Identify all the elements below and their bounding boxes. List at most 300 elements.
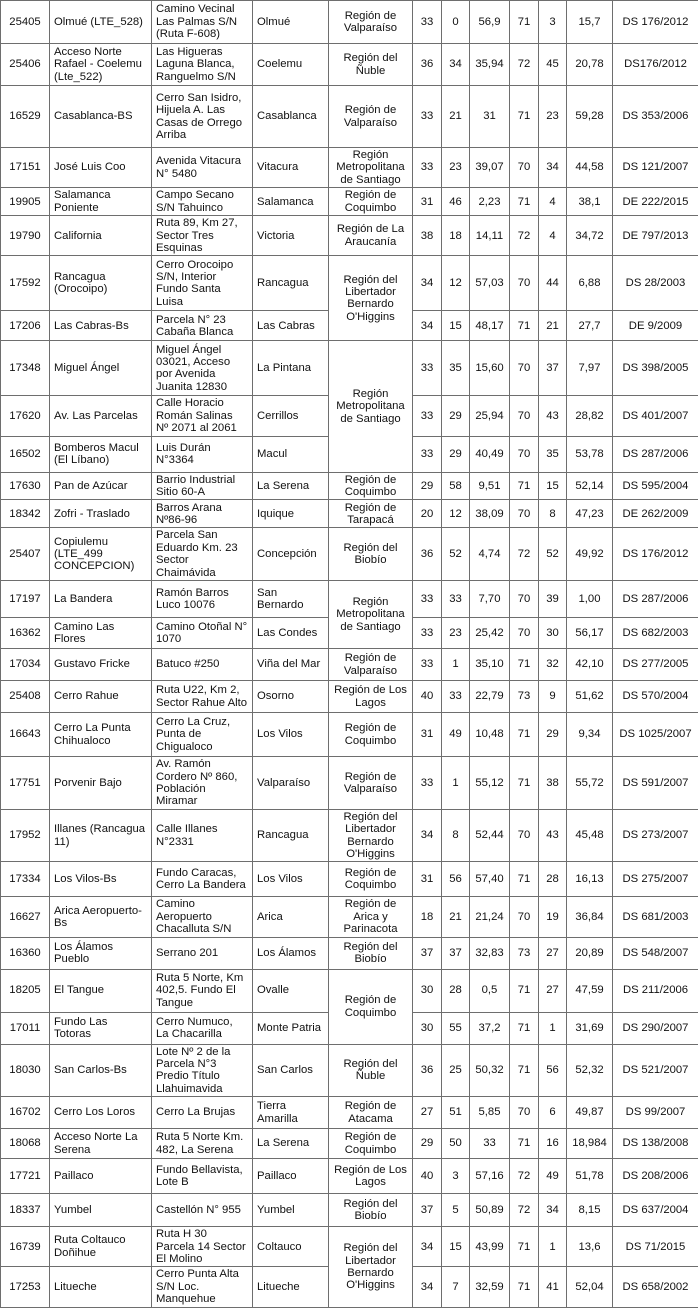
lon-minutes: 37: [539, 341, 567, 396]
lat-degrees: 33: [413, 396, 442, 436]
station-address: Castellón N° 955: [152, 1194, 253, 1227]
station-name: San Carlos-Bs: [50, 1044, 152, 1097]
lat-seconds: 40,49: [470, 436, 510, 472]
lat-seconds: 52,44: [470, 809, 510, 862]
lon-seconds: 56,17: [567, 618, 613, 649]
lon-minutes: 1: [539, 1227, 567, 1267]
station-region: Región del Libertador Bernardo O'Higgins: [329, 809, 413, 862]
table-row: [1, 649, 698, 681]
station-name: Av. Las Parcelas: [50, 396, 152, 436]
table-row: [1, 862, 698, 897]
lat-degrees: 36: [413, 528, 442, 581]
station-region: Región del Libertador Bernardo O'Higgins: [329, 256, 413, 341]
station-address: Cerro Orocoipo S/N, Interior Fundo Santa Luisa: [152, 256, 253, 311]
lon-degrees: 72: [510, 216, 539, 256]
lon-seconds: 45,48: [567, 809, 613, 862]
lon-minutes: 52: [539, 528, 567, 581]
station-code: 17334: [1, 862, 50, 897]
station-name: Gustavo Fricke: [50, 649, 152, 681]
lat-minutes: 46: [442, 188, 470, 216]
station-region: Región de Valparaíso: [329, 649, 413, 681]
lat-seconds: 0,5: [470, 969, 510, 1012]
station-address: Camino Aeropuerto Chacalluta S/N: [152, 897, 253, 937]
station-decree: DS 521/2007: [613, 1044, 698, 1097]
lat-minutes: 18: [442, 216, 470, 256]
table-row: [1, 937, 698, 969]
lon-seconds: 31,69: [567, 1012, 613, 1044]
lat-seconds: 10,48: [470, 713, 510, 757]
station-region: Región de Coquimbo: [329, 713, 413, 757]
station-commune: La Pintana: [253, 341, 329, 396]
station-name: Fundo Las Totoras: [50, 1012, 152, 1044]
station-address: Ruta 5 Norte, Km 402,5. Fundo El Tangue: [152, 969, 253, 1012]
station-address: Ruta U22, Km 2, Sector Rahue Alto: [152, 681, 253, 713]
station-code: 25407: [1, 528, 50, 581]
lon-degrees: 72: [510, 44, 539, 86]
station-region: Región del Biobío: [329, 1194, 413, 1227]
lat-degrees: 33: [413, 618, 442, 649]
station-name: Illanes (Rancagua 11): [50, 809, 152, 862]
lat-seconds: 48,17: [470, 311, 510, 341]
lon-minutes: 38: [539, 757, 567, 810]
lon-degrees: 71: [510, 713, 539, 757]
lat-minutes: 35: [442, 341, 470, 396]
station-decree: DS 277/2005: [613, 649, 698, 681]
station-commune: Las Cabras: [253, 311, 329, 341]
station-address: Campo Secano S/N Tahuinco: [152, 188, 253, 216]
station-decree: DS 273/2007: [613, 809, 698, 862]
lon-minutes: 39: [539, 581, 567, 618]
lat-minutes: 28: [442, 969, 470, 1012]
station-decree: DS 138/2008: [613, 1129, 698, 1159]
lat-minutes: 37: [442, 937, 470, 969]
lon-seconds: 53,78: [567, 436, 613, 472]
station-region: Región de Tarapacá: [329, 500, 413, 528]
station-address: Parcela San Eduardo Km. 23 Sector Chaimávida: [152, 528, 253, 581]
lat-seconds: 57,40: [470, 862, 510, 897]
lon-degrees: 71: [510, 1129, 539, 1159]
lat-seconds: 55,12: [470, 757, 510, 810]
station-decree: DS 682/2003: [613, 618, 698, 649]
station-decree: DS 176/2012: [613, 1, 698, 44]
lat-seconds: 5,85: [470, 1097, 510, 1129]
lon-seconds: 6,88: [567, 256, 613, 311]
lat-seconds: 25,94: [470, 396, 510, 436]
table-row: [1, 581, 698, 618]
lat-seconds: 25,42: [470, 618, 510, 649]
lat-minutes: 33: [442, 581, 470, 618]
station-code: 16502: [1, 436, 50, 472]
table-row: [1, 86, 698, 148]
lat-minutes: 51: [442, 1097, 470, 1129]
lat-degrees: 30: [413, 1012, 442, 1044]
lat-seconds: 31: [470, 86, 510, 148]
table-row: [1, 1194, 698, 1227]
lon-degrees: 70: [510, 500, 539, 528]
station-region: Región de Coquimbo: [329, 969, 413, 1044]
station-address: Av. Ramón Cordero Nº 860, Población Miramar: [152, 757, 253, 810]
lat-minutes: 12: [442, 256, 470, 311]
station-commune: Olmué: [253, 1, 329, 44]
lon-minutes: 56: [539, 1044, 567, 1097]
station-name: Acceso Norte Rafael - Coelemu (Lte_522): [50, 44, 152, 86]
station-name: Paillaco: [50, 1159, 152, 1194]
station-region: Región de Coquimbo: [329, 188, 413, 216]
station-address: Serrano 201: [152, 937, 253, 969]
station-name: Litueche: [50, 1267, 152, 1307]
table-row: [1, 341, 698, 396]
lon-seconds: 8,15: [567, 1194, 613, 1227]
lat-minutes: 23: [442, 148, 470, 188]
lat-degrees: 38: [413, 216, 442, 256]
lon-seconds: 44,58: [567, 148, 613, 188]
table-row: [1, 148, 698, 188]
station-commune: Osorno: [253, 681, 329, 713]
station-decree: DS 401/2007: [613, 396, 698, 436]
lon-minutes: 4: [539, 216, 567, 256]
station-region: Región Metropolitana de Santiago: [329, 341, 413, 472]
lon-degrees: 71: [510, 188, 539, 216]
station-name: José Luis Coo: [50, 148, 152, 188]
lat-degrees: 33: [413, 341, 442, 396]
station-region: Región de Arica y Parinacota: [329, 897, 413, 937]
table-row: [1, 1, 698, 44]
lat-minutes: 15: [442, 311, 470, 341]
lon-degrees: 71: [510, 757, 539, 810]
station-code: 17151: [1, 148, 50, 188]
lon-minutes: 29: [539, 713, 567, 757]
lon-minutes: 19: [539, 897, 567, 937]
lon-seconds: 47,23: [567, 500, 613, 528]
station-name: Olmué (LTE_528): [50, 1, 152, 44]
table-row: [1, 1097, 698, 1129]
lon-minutes: 45: [539, 44, 567, 86]
station-commune: Ovalle: [253, 969, 329, 1012]
station-region: Región del Ñuble: [329, 1044, 413, 1097]
lat-degrees: 20: [413, 500, 442, 528]
station-commune: Valparaíso: [253, 757, 329, 810]
station-decree: DS 595/2004: [613, 472, 698, 500]
lat-degrees: 40: [413, 681, 442, 713]
lon-seconds: 36,84: [567, 897, 613, 937]
lon-seconds: 9,34: [567, 713, 613, 757]
lat-seconds: 9,51: [470, 472, 510, 500]
table-body: [1, 1, 698, 1308]
table-row: [1, 256, 698, 311]
station-region: Región de Los Lagos: [329, 1159, 413, 1194]
station-commune: Los Vilos: [253, 862, 329, 897]
station-code: 16702: [1, 1097, 50, 1129]
station-address: Cerro La Brujas: [152, 1097, 253, 1129]
station-decree: DE 262/2009: [613, 500, 698, 528]
lat-degrees: 40: [413, 1159, 442, 1194]
lat-degrees: 33: [413, 1, 442, 44]
table-row: [1, 809, 698, 862]
lat-minutes: 50: [442, 1129, 470, 1159]
station-name: Salamanca Poniente: [50, 188, 152, 216]
lat-degrees: 27: [413, 1097, 442, 1129]
lat-degrees: 18: [413, 897, 442, 937]
lat-minutes: 5: [442, 1194, 470, 1227]
station-decree: DE 222/2015: [613, 188, 698, 216]
lon-degrees: 71: [510, 1267, 539, 1307]
station-commune: Coltauco: [253, 1227, 329, 1267]
station-address: Ramón Barros Luco 10076: [152, 581, 253, 618]
lat-seconds: 56,9: [470, 1, 510, 44]
station-commune: Tierra Amarilla: [253, 1097, 329, 1129]
station-decree: DS 398/2005: [613, 341, 698, 396]
lon-degrees: 71: [510, 862, 539, 897]
lon-minutes: 9: [539, 681, 567, 713]
station-name: Bomberos Macul (El Líbano): [50, 436, 152, 472]
station-commune: Arica: [253, 897, 329, 937]
station-name: Camino Las Flores: [50, 618, 152, 649]
station-decree: DS 353/2006: [613, 86, 698, 148]
station-code: 16627: [1, 897, 50, 937]
station-decree: DS 275/2007: [613, 862, 698, 897]
lat-minutes: 56: [442, 862, 470, 897]
station-code: 25405: [1, 1, 50, 44]
lat-seconds: 2,23: [470, 188, 510, 216]
lat-minutes: 55: [442, 1012, 470, 1044]
station-commune: Rancagua: [253, 809, 329, 862]
table-row: [1, 500, 698, 528]
lat-minutes: 8: [442, 809, 470, 862]
station-address: Cerro Punta Alta S/N Loc. Manquehue: [152, 1267, 253, 1307]
lat-seconds: 57,16: [470, 1159, 510, 1194]
lat-minutes: 29: [442, 396, 470, 436]
station-commune: Los Álamos: [253, 937, 329, 969]
lon-seconds: 59,28: [567, 86, 613, 148]
station-address: Calle Illanes N°2331: [152, 809, 253, 862]
station-commune: La Serena: [253, 472, 329, 500]
lon-minutes: 43: [539, 809, 567, 862]
station-region: Región de Valparaíso: [329, 86, 413, 148]
lat-degrees: 33: [413, 581, 442, 618]
station-code: 17952: [1, 809, 50, 862]
station-decree: DS176/2012: [613, 44, 698, 86]
station-decree: DS 287/2006: [613, 581, 698, 618]
station-code: 17751: [1, 757, 50, 810]
station-code: 17253: [1, 1267, 50, 1307]
lat-minutes: 49: [442, 713, 470, 757]
lat-seconds: 37,2: [470, 1012, 510, 1044]
lon-degrees: 71: [510, 1227, 539, 1267]
lon-minutes: 15: [539, 472, 567, 500]
lon-seconds: 52,14: [567, 472, 613, 500]
lat-seconds: 50,32: [470, 1044, 510, 1097]
station-commune: Macul: [253, 436, 329, 472]
lon-minutes: 3: [539, 1, 567, 44]
station-region: Región de Los Lagos: [329, 681, 413, 713]
station-name: Yumbel: [50, 1194, 152, 1227]
station-code: 19790: [1, 216, 50, 256]
lat-degrees: 33: [413, 757, 442, 810]
station-commune: Litueche: [253, 1267, 329, 1307]
lon-seconds: 51,78: [567, 1159, 613, 1194]
lon-seconds: 1,00: [567, 581, 613, 618]
lon-degrees: 71: [510, 472, 539, 500]
station-decree: DS 121/2007: [613, 148, 698, 188]
lat-minutes: 1: [442, 757, 470, 810]
lat-minutes: 52: [442, 528, 470, 581]
station-address: Calle Horacio Román Salinas Nº 2071 al 2061: [152, 396, 253, 436]
station-commune: Paillaco: [253, 1159, 329, 1194]
lat-degrees: 31: [413, 862, 442, 897]
station-code: 17206: [1, 311, 50, 341]
station-code: 16643: [1, 713, 50, 757]
station-name: Cerro La Punta Chihualoco: [50, 713, 152, 757]
station-address: Parcela N° 23 Cabaña Blanca: [152, 311, 253, 341]
station-name: Las Cabras-Bs: [50, 311, 152, 341]
lat-degrees: 33: [413, 649, 442, 681]
station-region: Región de Valparaíso: [329, 1, 413, 44]
lat-degrees: 36: [413, 1044, 442, 1097]
lat-seconds: 57,03: [470, 256, 510, 311]
lon-degrees: 71: [510, 311, 539, 341]
lon-seconds: 20,78: [567, 44, 613, 86]
station-decree: DS 658/2002: [613, 1267, 698, 1307]
station-address: Ruta H 30 Parcela 14 Sector El Molino: [152, 1227, 253, 1267]
station-name: Los Álamos Pueblo: [50, 937, 152, 969]
lon-degrees: 71: [510, 86, 539, 148]
lat-minutes: 23: [442, 618, 470, 649]
lon-degrees: 70: [510, 897, 539, 937]
station-name: Arica Aeropuerto-Bs: [50, 897, 152, 937]
lon-degrees: 72: [510, 1194, 539, 1227]
station-name: California: [50, 216, 152, 256]
lon-seconds: 16,13: [567, 862, 613, 897]
lat-minutes: 58: [442, 472, 470, 500]
station-region: Región de Coquimbo: [329, 472, 413, 500]
station-commune: Yumbel: [253, 1194, 329, 1227]
station-commune: Casablanca: [253, 86, 329, 148]
station-address: Camino Otoñal N° 1070: [152, 618, 253, 649]
lon-seconds: 27,7: [567, 311, 613, 341]
station-address: Lote Nº 2 de la Parcela N°3 Predio Título Llahuimavida: [152, 1044, 253, 1097]
station-name: Los Vilos-Bs: [50, 862, 152, 897]
lon-minutes: 44: [539, 256, 567, 311]
lat-degrees: 34: [413, 256, 442, 311]
table-row: [1, 216, 698, 256]
table-row: [1, 528, 698, 581]
lat-seconds: 32,83: [470, 937, 510, 969]
lon-degrees: 70: [510, 396, 539, 436]
lat-degrees: 33: [413, 436, 442, 472]
station-address: Fundo Caracas, Cerro La Bandera: [152, 862, 253, 897]
lat-seconds: 21,24: [470, 897, 510, 937]
station-code: 16529: [1, 86, 50, 148]
lat-seconds: 15,60: [470, 341, 510, 396]
lon-degrees: 71: [510, 649, 539, 681]
lat-seconds: 22,79: [470, 681, 510, 713]
lat-seconds: 43,99: [470, 1227, 510, 1267]
lat-degrees: 34: [413, 1227, 442, 1267]
station-commune: San Carlos: [253, 1044, 329, 1097]
table-row: [1, 969, 698, 1012]
station-commune: San Bernardo: [253, 581, 329, 618]
station-commune: Concepción: [253, 528, 329, 581]
lat-minutes: 25: [442, 1044, 470, 1097]
station-address: Ruta 5 Norte Km. 482, La Serena: [152, 1129, 253, 1159]
station-address: Fundo Bellavista, Lote B: [152, 1159, 253, 1194]
table-row: [1, 472, 698, 500]
lat-degrees: 36: [413, 44, 442, 86]
lat-seconds: 35,94: [470, 44, 510, 86]
station-code: 18337: [1, 1194, 50, 1227]
station-code: 18205: [1, 969, 50, 1012]
lat-minutes: 0: [442, 1, 470, 44]
lat-seconds: 32,59: [470, 1267, 510, 1307]
lon-minutes: 35: [539, 436, 567, 472]
lon-minutes: 28: [539, 862, 567, 897]
table-row: [1, 681, 698, 713]
lat-seconds: 39,07: [470, 148, 510, 188]
station-decree: DS 99/2007: [613, 1097, 698, 1129]
lat-degrees: 29: [413, 472, 442, 500]
lon-seconds: 28,82: [567, 396, 613, 436]
station-region: Región del Libertador Bernardo O'Higgins: [329, 1227, 413, 1307]
station-code: 16739: [1, 1227, 50, 1267]
lat-degrees: 31: [413, 188, 442, 216]
station-commune: Cerrillos: [253, 396, 329, 436]
lon-seconds: 15,7: [567, 1, 613, 44]
lon-degrees: 72: [510, 528, 539, 581]
lon-degrees: 73: [510, 681, 539, 713]
station-code: 25408: [1, 681, 50, 713]
station-code: 17011: [1, 1012, 50, 1044]
lat-minutes: 21: [442, 86, 470, 148]
lat-degrees: 37: [413, 937, 442, 969]
station-decree: DE 797/2013: [613, 216, 698, 256]
station-code: 16362: [1, 618, 50, 649]
lon-degrees: 73: [510, 937, 539, 969]
lon-degrees: 71: [510, 1, 539, 44]
table-row: [1, 1159, 698, 1194]
lat-seconds: 50,89: [470, 1194, 510, 1227]
lat-minutes: 34: [442, 44, 470, 86]
lon-minutes: 49: [539, 1159, 567, 1194]
lon-seconds: 52,04: [567, 1267, 613, 1307]
station-address: Miguel Ángel 03021, Acceso por Avenida Juanita 12830: [152, 341, 253, 396]
station-code: 17592: [1, 256, 50, 311]
lat-seconds: 7,70: [470, 581, 510, 618]
lat-minutes: 21: [442, 897, 470, 937]
station-decree: DS 637/2004: [613, 1194, 698, 1227]
station-address: Cerro Numuco, La Chacarilla: [152, 1012, 253, 1044]
table-row: [1, 713, 698, 757]
station-decree: DS 176/2012: [613, 528, 698, 581]
station-decree: DS 290/2007: [613, 1012, 698, 1044]
station-region: Región de Valparaíso: [329, 757, 413, 810]
lat-minutes: 33: [442, 681, 470, 713]
station-region: Región Metropolitana de Santiago: [329, 581, 413, 649]
station-code: 16360: [1, 937, 50, 969]
station-region: Región del Biobío: [329, 528, 413, 581]
station-name: Cerro Los Loros: [50, 1097, 152, 1129]
station-name: Pan de Azúcar: [50, 472, 152, 500]
station-code: 18030: [1, 1044, 50, 1097]
station-commune: Victoria: [253, 216, 329, 256]
station-code: 17721: [1, 1159, 50, 1194]
lon-minutes: 6: [539, 1097, 567, 1129]
lon-degrees: 70: [510, 148, 539, 188]
station-name: Cerro Rahue: [50, 681, 152, 713]
station-commune: Salamanca: [253, 188, 329, 216]
station-name: Miguel Ángel: [50, 341, 152, 396]
lat-degrees: 31: [413, 713, 442, 757]
lon-minutes: 27: [539, 969, 567, 1012]
